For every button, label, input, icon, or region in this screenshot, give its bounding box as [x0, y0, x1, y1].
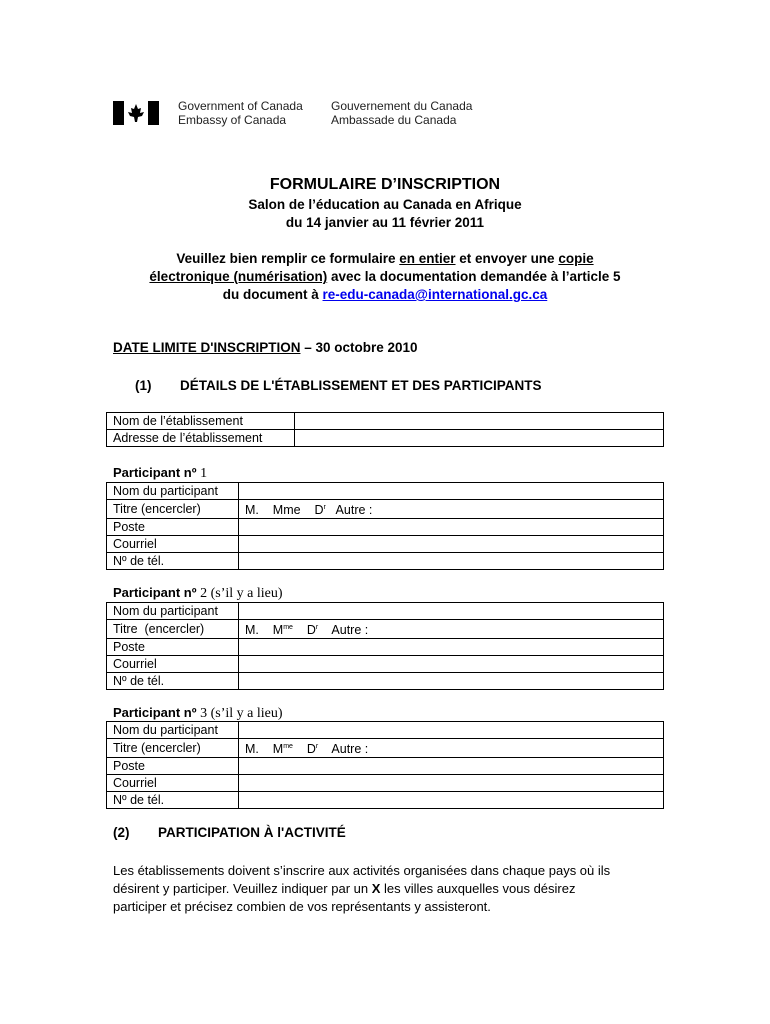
table-row — [107, 775, 664, 792]
participant-label: Participant nº — [113, 585, 201, 600]
subtitle-event: Salon de l’éducation au Canada en Afrique — [248, 197, 522, 212]
instr-en-entier: en entier — [399, 251, 456, 266]
table-row — [107, 673, 664, 690]
section2-line-1: Les établissements doivent s’inscrire aux activités organisées dans chaque pays où ils — [113, 863, 611, 878]
sup-r: r — [315, 624, 319, 631]
p2-poste-label: Poste — [107, 639, 239, 656]
canada-flag-icon — [113, 101, 159, 125]
title-d: D — [292, 742, 316, 756]
participant-number: 1 — [200, 466, 208, 481]
instr-copie: copie — [558, 251, 594, 266]
p3-tel-label: Nº de tél. — [107, 792, 239, 809]
p2-poste-field[interactable] — [239, 639, 664, 656]
gov-en-line: Government of Canada — [178, 99, 303, 113]
p3-email-field[interactable] — [239, 775, 664, 792]
instr-text: Veuillez bien remplir ce formulaire — [176, 251, 400, 266]
table-row — [107, 639, 664, 656]
table-row — [107, 536, 664, 553]
participant-label: Participant nº — [113, 705, 201, 720]
participant2-table — [106, 602, 664, 690]
p2-email-label: Courriel — [107, 656, 239, 673]
participant1-heading — [113, 465, 207, 482]
p3-poste-label: Poste — [107, 758, 239, 775]
section2-title: PARTICIPATION À l'ACTIVITÉ — [158, 825, 346, 840]
participant3-table — [106, 721, 664, 809]
autre-text: Autre : — [318, 623, 369, 637]
table-row — [107, 792, 664, 809]
title-m: M. M — [245, 742, 284, 756]
p3-poste-field[interactable] — [239, 758, 664, 775]
sup-me: me — [283, 743, 293, 750]
deadline-value: – 30 octobre 2010 — [300, 340, 418, 355]
p1-name-label: Nom du participant — [107, 483, 239, 500]
table-row — [107, 656, 664, 673]
table-row — [107, 430, 664, 447]
government-fr — [331, 99, 472, 127]
p1-poste-field[interactable] — [239, 519, 664, 536]
p2-tel-label: Nº de tél. — [107, 673, 239, 690]
table-row — [107, 603, 664, 620]
establishment-name-field[interactable] — [295, 413, 664, 430]
section2-line-3: participer et précisez combien de vos représentants y assisteront. — [113, 899, 491, 914]
page-title: FORMULAIRE D’INSCRIPTION — [269, 176, 501, 193]
participant3-heading — [113, 705, 283, 722]
p3-name-label: Nom du participant — [107, 722, 239, 739]
sup-r: r — [315, 743, 319, 750]
table-row — [107, 483, 664, 500]
instructions-line-1 — [0, 250, 770, 268]
p1-title-options[interactable] — [239, 500, 664, 519]
section2-paragraph — [113, 862, 673, 916]
p1-poste-label: Poste — [107, 519, 239, 536]
s2-text: désirent y participer. Veuillez indiquer par un — [113, 881, 372, 896]
government-en — [178, 99, 303, 127]
p2-tel-field[interactable] — [239, 673, 664, 690]
participant-number: 3 (s’il y a lieu) — [200, 706, 283, 721]
deadline — [113, 340, 418, 355]
participant-number: 2 (s’il y a lieu) — [200, 586, 283, 601]
p1-tel-label: Nº de tél. — [107, 553, 239, 570]
sup-me: me — [283, 624, 293, 631]
title-d: D — [292, 623, 316, 637]
embassy-fr-line: Ambassade du Canada — [331, 113, 457, 127]
establishment-table — [106, 412, 664, 447]
participant-label: Participant nº — [113, 465, 201, 480]
table-row — [107, 519, 664, 536]
subtitle-dates: du 14 janvier au 11 février 2011 — [285, 215, 485, 230]
p2-title-options[interactable] — [239, 620, 664, 639]
deadline-label: DATE LIMITE D'INSCRIPTION — [113, 340, 301, 355]
instr-text: et envoyer une — [455, 251, 559, 266]
autre-text: Autre : — [325, 503, 373, 517]
s2-x: X — [371, 881, 381, 896]
p2-email-field[interactable] — [239, 656, 664, 673]
table-row — [107, 620, 664, 639]
title-options-text: M. Mme D — [245, 503, 324, 517]
p3-email-label: Courriel — [107, 775, 239, 792]
table-row — [107, 553, 664, 570]
p2-title-label: Titre (encercler) — [107, 620, 239, 639]
participant1-table — [106, 482, 664, 570]
section1-number: (1) — [135, 378, 152, 393]
p3-name-field[interactable] — [239, 722, 664, 739]
section2-line-2 — [113, 880, 673, 898]
instr-text: avec la documentation demandée à l’article 5 — [327, 269, 621, 284]
p3-title-options[interactable] — [239, 739, 664, 758]
email-link[interactable]: re-edu-canada@international.gc.ca — [322, 287, 548, 302]
instr-text: du document à — [222, 287, 323, 302]
p1-title-label: Titre (encercler) — [107, 500, 239, 519]
instructions — [0, 250, 770, 304]
p3-title-label: Titre (encercler) — [107, 739, 239, 758]
participant2-heading — [113, 585, 283, 602]
instructions-line-2 — [0, 268, 770, 286]
p1-email-label: Courriel — [107, 536, 239, 553]
embassy-en-line: Embassy of Canada — [178, 113, 287, 127]
autre-text: Autre : — [318, 742, 369, 756]
table-row — [107, 722, 664, 739]
p1-email-field[interactable] — [239, 536, 664, 553]
instr-numerisation: électronique (numérisation) — [149, 269, 328, 284]
establishment-address-field[interactable] — [295, 430, 664, 447]
s2-text: les villes auxquelles vous désirez — [380, 881, 576, 896]
p3-tel-field[interactable] — [239, 792, 664, 809]
table-row — [107, 758, 664, 775]
p1-name-field[interactable] — [239, 483, 664, 500]
p2-name-label: Nom du participant — [107, 603, 239, 620]
p2-name-field[interactable] — [239, 603, 664, 620]
section2-number: (2) — [113, 825, 130, 840]
title-m: M. M — [245, 623, 284, 637]
establishment-address-label: Adresse de l’établissement — [107, 430, 295, 447]
section1-title: DÉTAILS DE L'ÉTABLISSEMENT ET DES PARTICIPANTS — [180, 378, 542, 393]
establishment-name-label: Nom de l’établissement — [107, 413, 295, 430]
gov-fr-line: Gouvernement du Canada — [331, 99, 473, 113]
sup-r: r — [323, 504, 326, 511]
table-row — [107, 739, 664, 758]
table-row — [107, 413, 664, 430]
p1-tel-field[interactable] — [239, 553, 664, 570]
table-row — [107, 500, 664, 519]
instructions-line-3 — [0, 286, 770, 304]
